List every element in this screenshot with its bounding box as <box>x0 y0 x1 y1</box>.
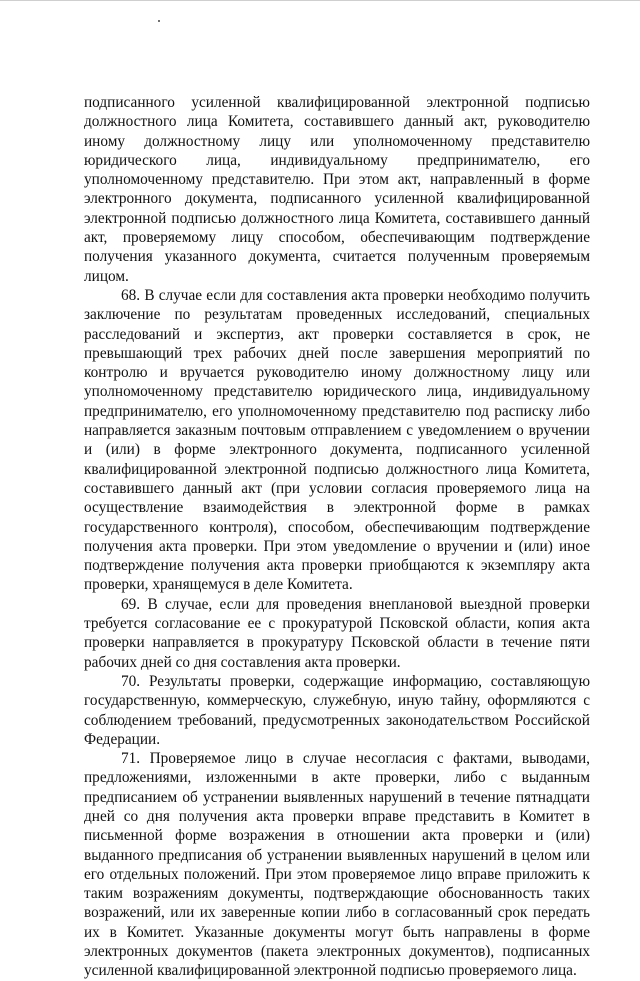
paragraph-69: 69. В случае, если для проведения внеплановой выездной проверки требуется согласование ее с прокуратурой Псковской области, копия акта проверки направляется в прокуратуру Псковской области в течение пяти рабочих дней со дня составления акта проверки. <box>84 595 590 671</box>
scan-speck <box>158 20 160 22</box>
paragraph-71: 71. Проверяемое лицо в случае несогласия с фактами, выводами, предложениями, изложенными в акте проверки, либо с выданным предписанием об устранении выявленных нарушений в течение пятнадцати дней со дня получения акта проверки вправе представить в Комитет в письменной форме возражения в отношении акта проверки и (или) выданного предписания об устранении выявленных нарушений в целом или его отдельных положений. При этом проверяемое лицо вправе приложить к таким возражениям документы, подтверждающие обоснованность таких возражений, или их заверенные копии либо в согласованный срок передать их в Комитет. Указанные документы могут быть направлены в форме электронных документов (пакета электронных документов), подписанных усиленной квалифицированной электронной подписью проверяемого лица. <box>84 750 590 980</box>
scan-top-edge <box>0 0 640 1</box>
paragraph-continuation: подписанного усиленной квалифицированной электронной подписью должностного лица Комитета, составившего данный акт, руководителю иному должностному лицу или уполномоченному представителю юридического лица, индивидуальному предпринимателю, его уполномоченному представителю. При этом акт, направленный в форме электронного документа, подписанного усиленной квалифицированной электронной подписью должностного лица Комитета, составившего данный акт, проверяемому лицу способом, обеспечивающим подтверждение получения указанного документа, считается полученным проверяемым лицом. <box>84 94 590 285</box>
document-page <box>84 93 590 981</box>
paragraph-68: 68. В случае если для составления акта проверки необходимо получить заключение по результатам проведенных исследований, специальных расследований и экспертиз, акт проверки составляется в срок, не превышающий трех рабочих дней после завершения мероприятий по контролю и вручается руководителю иному должностному лицу или уполномоченному представителю юридического лица, индивидуальному предпринимателю, его уполномоченному представителю под расписку либо направляется заказным почтовым отправлением с уведомлением о вручении и (или) в форме электронного документа, подписанного усиленной квалифицированной электронной подписью должностного лица Комитета, составившего данный акт (при условии согласия проверяемого лица на осуществление взаимодействия в электронной форме в рамках государственного контроля), способом, обеспечивающим подтверждение получения акта проверки. При этом уведомление о вручении и (или) иное подтверждение получения акта проверки приобщаются к экземпляру акта проверки, хранящемуся в деле Комитета. <box>84 286 590 594</box>
paragraph-70: 70. Результаты проверки, содержащие информацию, составляющую государственную, коммерческую, служебную, иную тайну, оформляются с соблюдением требований, предусмотренных законодательством Российской Федерации. <box>84 672 590 748</box>
